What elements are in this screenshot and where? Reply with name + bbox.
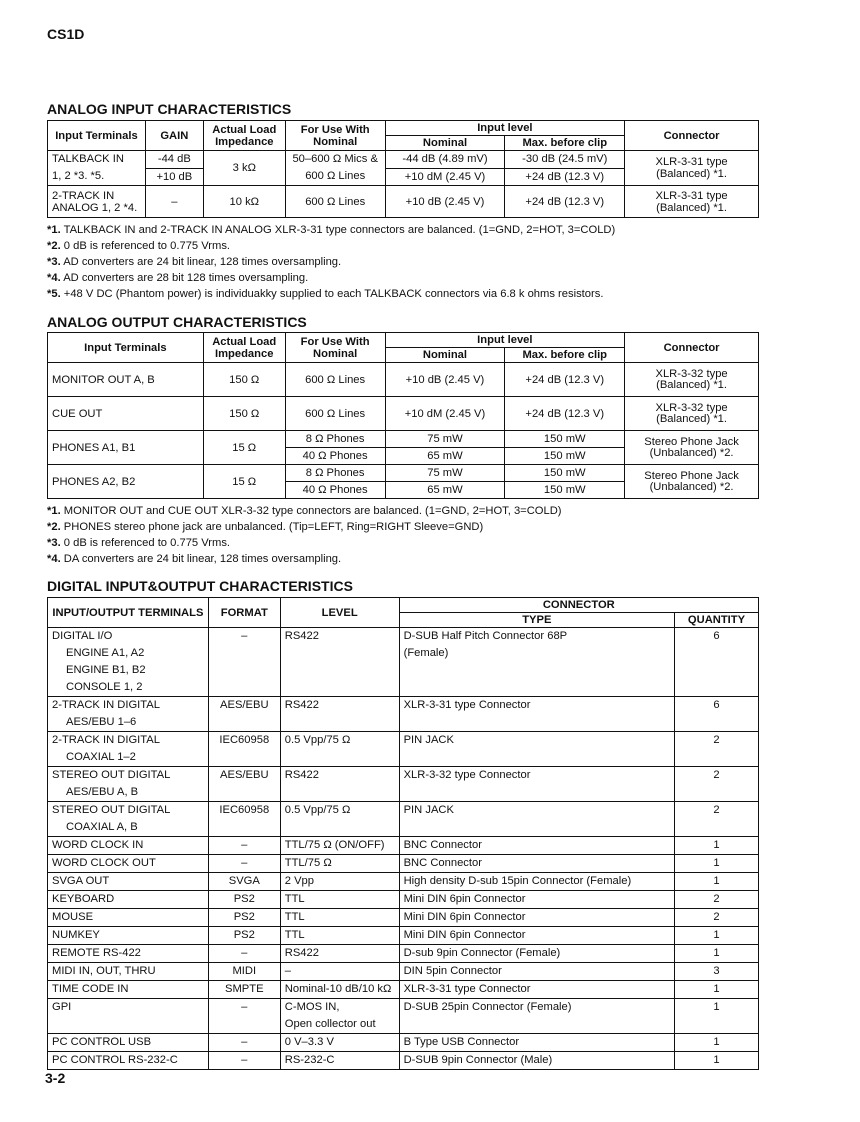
header-format: FORMAT	[208, 598, 280, 628]
type-cell: Mini DIN 6pin Connector	[399, 909, 674, 927]
quantity-cell: 2	[675, 802, 759, 837]
quantity-cell: 1	[675, 927, 759, 945]
note: *4. DA converters are 24 bit linear, 128 times oversampling.	[47, 553, 342, 565]
quantity-cell: 3	[675, 963, 759, 981]
level-cell: RS422	[280, 697, 399, 732]
header-use-with: For Use With Nominal	[285, 121, 385, 151]
analog-output-table	[47, 332, 759, 499]
table-row	[48, 465, 759, 482]
table-row	[48, 628, 759, 697]
header-max-clip: Max. before clip	[505, 136, 625, 151]
header-gain: GAIN	[145, 121, 203, 151]
terminal-cell: TIME CODE IN	[48, 981, 209, 999]
terminal-cell: REMOTE RS-422	[48, 945, 209, 963]
level-cell: RS-232-C	[280, 1052, 399, 1070]
load-cell: 150 Ω	[203, 363, 285, 397]
terminal-cell: MONITOR OUT A, B	[48, 363, 204, 397]
terminal-cell: 2-TRACK IN DIGITAL AES/EBU 1–6	[48, 697, 209, 732]
terminal-cell: MOUSE	[48, 909, 209, 927]
format-cell: IEC60958	[208, 732, 280, 767]
format-cell: –	[208, 855, 280, 873]
load-cell: 15 Ω	[203, 431, 285, 465]
nominal-cell: +10 dB (2.45 V)	[385, 363, 505, 397]
table-row	[48, 945, 759, 963]
analog-output-title: ANALOG OUTPUT CHARACTERISTICS	[47, 314, 307, 330]
load-cell: 3 kΩ	[203, 151, 285, 186]
quantity-cell: 1	[675, 1034, 759, 1052]
header-quantity: QUANTITY	[675, 613, 759, 628]
max-cell: +24 dB (12.3 V)	[505, 168, 625, 186]
header-nominal: Nominal	[385, 136, 505, 151]
terminal-cell: STEREO OUT DIGITAL AES/EBU A, B	[48, 767, 209, 802]
nominal-cell: 65 mW	[385, 482, 505, 499]
quantity-cell: 2	[675, 891, 759, 909]
level-cell: 0.5 Vpp/75 Ω	[280, 732, 399, 767]
level-cell: TTL	[280, 909, 399, 927]
type-cell: High density D-sub 15pin Connector (Female)	[399, 873, 674, 891]
max-cell: 150 mW	[505, 431, 625, 448]
type-cell: D-SUB 9pin Connector (Male)	[399, 1052, 674, 1070]
level-cell: 2 Vpp	[280, 873, 399, 891]
format-cell: –	[208, 837, 280, 855]
format-cell: SMPTE	[208, 981, 280, 999]
level-cell: C-MOS IN, Open collector out	[280, 999, 399, 1034]
note: *2. 0 dB is referenced to 0.775 Vrms.	[47, 240, 231, 252]
level-cell: 0.5 Vpp/75 Ω	[280, 802, 399, 837]
terminal-cell: CUE OUT	[48, 397, 204, 431]
table-row	[48, 397, 759, 431]
header-input-level: Input level	[385, 333, 625, 348]
table-row	[48, 873, 759, 891]
max-cell: -30 dB (24.5 mV)	[505, 151, 625, 169]
format-cell: SVGA	[208, 873, 280, 891]
table-row	[48, 963, 759, 981]
terminal-cell: MIDI IN, OUT, THRU	[48, 963, 209, 981]
terminal-cell: GPI	[48, 999, 209, 1034]
format-cell: PS2	[208, 927, 280, 945]
nominal-cell: +10 dB (2.45 V)	[385, 186, 505, 218]
connector-cell: Stereo Phone Jack (Unbalanced) *2.	[625, 465, 759, 499]
type-cell: PIN JACK	[399, 732, 674, 767]
use-cell: 8 Ω Phones	[285, 431, 385, 448]
format-cell: AES/EBU	[208, 697, 280, 732]
table-row	[48, 999, 759, 1034]
quantity-cell: 2	[675, 732, 759, 767]
terminal-cell: 2-TRACK IN DIGITAL COAXIAL 1–2	[48, 732, 209, 767]
level-cell: RS422	[280, 945, 399, 963]
note: *3. 0 dB is referenced to 0.775 Vrms.	[47, 537, 231, 549]
quantity-cell: 6	[675, 697, 759, 732]
gain-cell: -44 dB	[145, 151, 203, 169]
load-cell: 150 Ω	[203, 397, 285, 431]
type-cell: Mini DIN 6pin Connector	[399, 891, 674, 909]
format-cell: –	[208, 945, 280, 963]
quantity-cell: 6	[675, 628, 759, 697]
gain-cell: –	[145, 186, 203, 218]
terminal-cell: PC CONTROL RS-232-C	[48, 1052, 209, 1070]
type-cell: Mini DIN 6pin Connector	[399, 927, 674, 945]
header-nominal: Nominal	[385, 348, 505, 363]
type-cell: B Type USB Connector	[399, 1034, 674, 1052]
level-cell: RS422	[280, 767, 399, 802]
quantity-cell: 2	[675, 767, 759, 802]
max-cell: 150 mW	[505, 482, 625, 499]
nominal-cell: 65 mW	[385, 448, 505, 465]
header-load-impedance: Actual Load Impedance	[203, 121, 285, 151]
table-row	[48, 151, 759, 169]
analog-input-notes	[47, 222, 615, 302]
quantity-cell: 2	[675, 909, 759, 927]
header-use-with: For Use With Nominal	[285, 333, 385, 363]
level-cell: TTL/75 Ω (ON/OFF)	[280, 837, 399, 855]
terminal-cell: PHONES A1, B1	[48, 431, 204, 465]
format-cell: –	[208, 1052, 280, 1070]
terminal-cell: KEYBOARD	[48, 891, 209, 909]
max-cell: +24 dB (12.3 V)	[505, 186, 625, 218]
table-row	[48, 697, 759, 732]
terminal-cell: STEREO OUT DIGITAL COAXIAL A, B	[48, 802, 209, 837]
header-input-terminals: Input Terminals	[48, 121, 146, 151]
max-cell: 150 mW	[505, 448, 625, 465]
nominal-cell: 75 mW	[385, 431, 505, 448]
level-cell: –	[280, 963, 399, 981]
quantity-cell: 1	[675, 945, 759, 963]
terminal-cell: NUMKEY	[48, 927, 209, 945]
header-terminals: INPUT/OUTPUT TERMINALS	[48, 598, 209, 628]
connector-cell: XLR-3-31 type (Balanced) *1.	[625, 186, 759, 218]
format-cell: AES/EBU	[208, 767, 280, 802]
quantity-cell: 1	[675, 873, 759, 891]
load-cell: 15 Ω	[203, 465, 285, 499]
note: *1. MONITOR OUT and CUE OUT XLR-3-32 type connectors are balanced. (1=GND, 2=HOT, 3=COLD)	[47, 505, 562, 517]
use-cell: 600 Ω Lines	[285, 397, 385, 431]
table-row	[48, 927, 759, 945]
terminal-cell: WORD CLOCK IN	[48, 837, 209, 855]
level-cell: TTL	[280, 891, 399, 909]
table-row	[48, 1034, 759, 1052]
format-cell: PS2	[208, 891, 280, 909]
type-cell: XLR-3-31 type Connector	[399, 981, 674, 999]
type-cell: D-SUB Half Pitch Connector 68P (Female)	[399, 628, 674, 697]
format-cell: –	[208, 999, 280, 1034]
terminal-cell: WORD CLOCK OUT	[48, 855, 209, 873]
header-max-clip: Max. before clip	[505, 348, 625, 363]
connector-cell: XLR-3-32 type (Balanced) *1.	[625, 363, 759, 397]
max-cell: 150 mW	[505, 465, 625, 482]
header-connector: Connector	[625, 121, 759, 151]
load-cell: 10 kΩ	[203, 186, 285, 218]
header-load-impedance: Actual Load Impedance	[203, 333, 285, 363]
use-cell: 40 Ω Phones	[285, 448, 385, 465]
type-cell: DIN 5pin Connector	[399, 963, 674, 981]
table-row	[48, 909, 759, 927]
level-cell: 0 V–3.3 V	[280, 1034, 399, 1052]
use-cell: 40 Ω Phones	[285, 482, 385, 499]
terminal-cell: TALKBACK IN 1, 2 *3. *5.	[48, 151, 146, 186]
table-row	[48, 767, 759, 802]
format-cell: MIDI	[208, 963, 280, 981]
max-cell: +24 dB (12.3 V)	[505, 397, 625, 431]
header-connector: Connector	[625, 333, 759, 363]
type-cell: BNC Connector	[399, 855, 674, 873]
nominal-cell: +10 dM (2.45 V)	[385, 168, 505, 186]
level-cell: RS422	[280, 628, 399, 697]
header-input-level: Input level	[385, 121, 625, 136]
format-cell: –	[208, 1034, 280, 1052]
terminal-cell: PC CONTROL USB	[48, 1034, 209, 1052]
digital-io-table	[47, 597, 759, 1070]
analog-input-table	[47, 120, 759, 218]
header-level: LEVEL	[280, 598, 399, 628]
note: *4. AD converters are 28 bit 128 times oversampling.	[47, 272, 309, 284]
type-cell: XLR-3-32 type Connector	[399, 767, 674, 802]
quantity-cell: 1	[675, 981, 759, 999]
table-row	[48, 431, 759, 448]
format-cell: IEC60958	[208, 802, 280, 837]
level-cell: Nominal-10 dB/10 kΩ	[280, 981, 399, 999]
note: *5. +48 V DC (Phantom power) is individuakky supplied to each TALKBACK connectors via 6.8 k ohms resistors.	[47, 288, 604, 300]
type-cell: PIN JACK	[399, 802, 674, 837]
note: *3. AD converters are 24 bit linear, 128 times oversampling.	[47, 256, 342, 268]
quantity-cell: 1	[675, 999, 759, 1034]
type-cell: BNC Connector	[399, 837, 674, 855]
table-row	[48, 1052, 759, 1070]
use-cell: 50–600 Ω Mics & 600 Ω Lines	[285, 151, 385, 186]
format-cell: PS2	[208, 909, 280, 927]
type-cell: D-SUB 25pin Connector (Female)	[399, 999, 674, 1034]
use-cell: 8 Ω Phones	[285, 465, 385, 482]
quantity-cell: 1	[675, 1052, 759, 1070]
header-input-terminals: Input Terminals	[48, 333, 204, 363]
table-row	[48, 732, 759, 767]
use-cell: 600 Ω Lines	[285, 363, 385, 397]
type-cell: XLR-3-31 type Connector	[399, 697, 674, 732]
max-cell: +24 dB (12.3 V)	[505, 363, 625, 397]
table-row	[48, 186, 759, 218]
digital-io-title: DIGITAL INPUT&OUTPUT CHARACTERISTICS	[47, 578, 353, 594]
use-cell: 600 Ω Lines	[285, 186, 385, 218]
nominal-cell: 75 mW	[385, 465, 505, 482]
model-name: CS1D	[47, 26, 85, 42]
level-cell: TTL	[280, 927, 399, 945]
quantity-cell: 1	[675, 855, 759, 873]
note: *2. PHONES stereo phone jack are unbalanced. (Tip=LEFT, Ring=RIGHT Sleeve=GND)	[47, 521, 484, 533]
header-connector: CONNECTOR	[399, 598, 758, 613]
table-row	[48, 891, 759, 909]
terminal-cell: DIGITAL I/O ENGINE A1, A2 ENGINE B1, B2 CONSOLE 1, 2	[48, 628, 209, 697]
header-type: TYPE	[399, 613, 674, 628]
nominal-cell: +10 dM (2.45 V)	[385, 397, 505, 431]
page-number: 3-2	[45, 1070, 66, 1086]
quantity-cell: 1	[675, 837, 759, 855]
analog-input-title: ANALOG INPUT CHARACTERISTICS	[47, 101, 292, 117]
table-row	[48, 855, 759, 873]
note: *1. TALKBACK IN and 2-TRACK IN ANALOG XLR-3-31 type connectors are balanced. (1=GND, 2=HOT, 3=COLD)	[47, 224, 616, 236]
terminal-cell: SVGA OUT	[48, 873, 209, 891]
gain-cell: +10 dB	[145, 168, 203, 186]
terminal-cell: 2-TRACK IN ANALOG 1, 2 *4.	[48, 186, 146, 218]
level-cell: TTL/75 Ω	[280, 855, 399, 873]
table-row	[48, 837, 759, 855]
table-row	[48, 802, 759, 837]
table-row	[48, 363, 759, 397]
format-cell: –	[208, 628, 280, 697]
connector-cell: XLR-3-32 type (Balanced) *1.	[625, 397, 759, 431]
type-cell: D-sub 9pin Connector (Female)	[399, 945, 674, 963]
nominal-cell: -44 dB (4.89 mV)	[385, 151, 505, 169]
connector-cell: Stereo Phone Jack (Unbalanced) *2.	[625, 431, 759, 465]
terminal-cell: PHONES A2, B2	[48, 465, 204, 499]
analog-output-notes	[47, 503, 562, 567]
connector-cell: XLR-3-31 type (Balanced) *1.	[625, 151, 759, 186]
table-row	[48, 981, 759, 999]
